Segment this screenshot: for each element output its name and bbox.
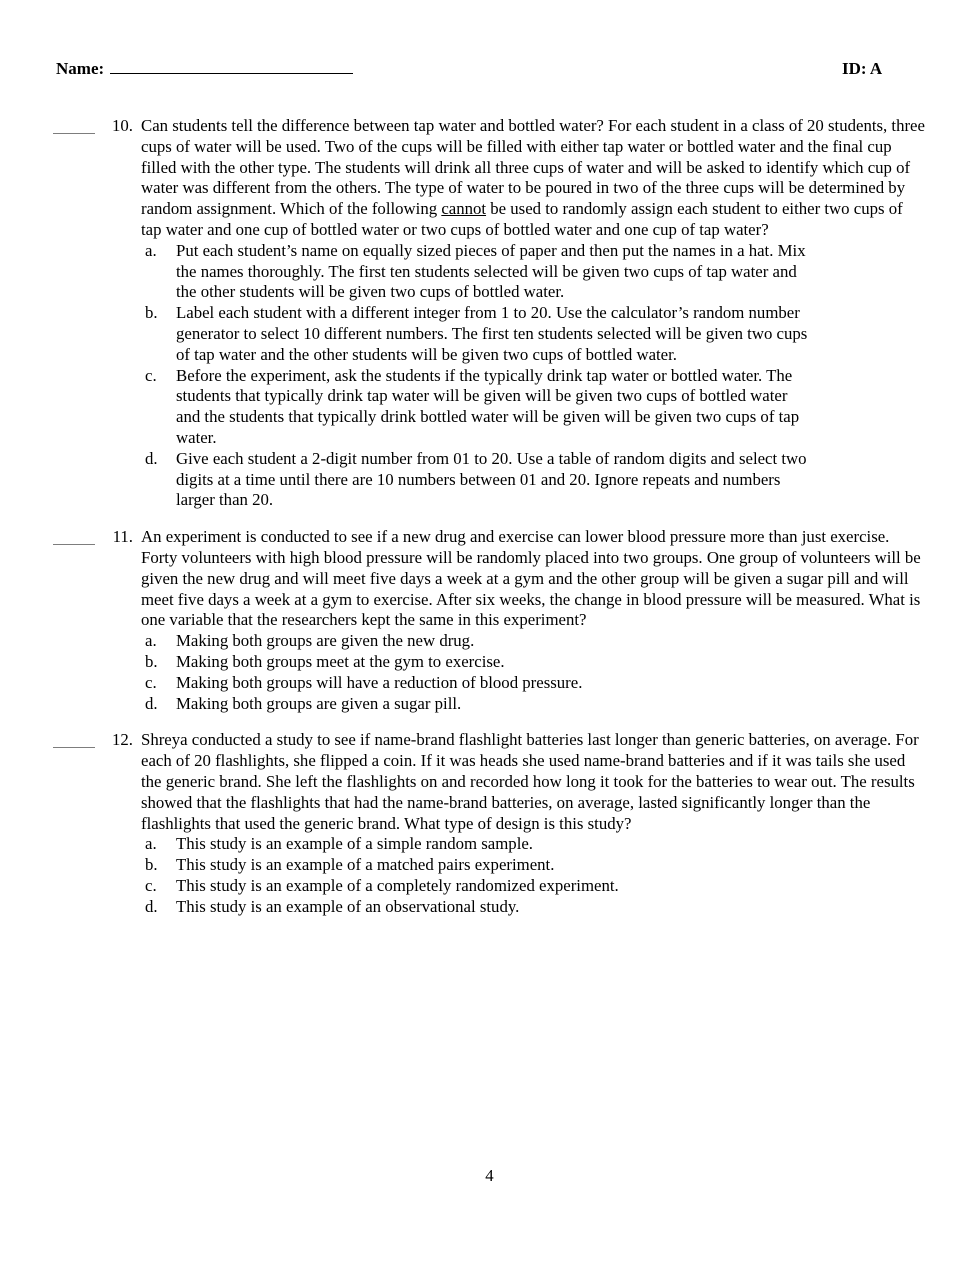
answer-blank bbox=[53, 527, 95, 545]
choice-letter: d. bbox=[145, 448, 158, 468]
choice-letter: d. bbox=[145, 896, 158, 916]
choice-letter: b. bbox=[145, 651, 158, 671]
stem-underlined-word: cannot bbox=[441, 199, 487, 219]
choices-list bbox=[141, 241, 926, 511]
question-10 bbox=[53, 116, 979, 511]
answer-blank bbox=[53, 116, 95, 134]
question-11 bbox=[53, 527, 979, 714]
choice-b bbox=[141, 303, 926, 365]
choice-text: This study is an example of a simple random sample. bbox=[176, 834, 533, 854]
choice-text: Making both groups are given a sugar pill. bbox=[176, 693, 462, 713]
choice-letter: b. bbox=[145, 855, 158, 875]
choice-a bbox=[141, 631, 926, 652]
choice-text: Label each student with a different integer from 1 to 20. Use the calculator’s random number generator to select 10 different numbers. The first ten students selected will be given two cups of tap water and the other students will be given two cups of bottled water. bbox=[176, 303, 808, 364]
choice-letter: a. bbox=[145, 240, 157, 260]
choice-text: Give each student a 2-digit number from 01 to 20. Use a table of random digits and select two digits at a time until there are 10 numbers between 01 and 20. Ignore repeats and numbers larger than 20. bbox=[176, 448, 807, 510]
choice-text: Making both groups are given the new drug. bbox=[176, 631, 475, 651]
choice-c bbox=[141, 876, 926, 897]
exam-id-label: ID: A bbox=[842, 59, 883, 78]
stem-text: Shreya conducted a study to see if name-brand flashlight batteries last longer than generic batteries, on average. For each of 20 flashlights, she flipped a coin. If it was heads she used name-brand batteries and if it was tails she used the generic brand. She left the flashlights on and recorded how long it took for the batteries to wear out. The results showed that the flashlights that had the name-brand batteries, on average, lasted significantly longer than the flashlights that used the generic brand. What type of design is this study? bbox=[141, 730, 919, 833]
choice-text: Making both groups will have a reduction of blood pressure. bbox=[176, 672, 583, 692]
page-number: 4 bbox=[485, 1166, 494, 1185]
choice-letter: a. bbox=[145, 834, 157, 854]
choice-d bbox=[141, 449, 926, 511]
choices-list bbox=[141, 631, 926, 714]
choice-c bbox=[141, 366, 926, 449]
question-body bbox=[141, 527, 926, 714]
stem-text: be used to randomly assign each student to either two cups of tap water and one cup of bottled water or two cups of bottled water and one cup of tap water? bbox=[141, 199, 903, 239]
answer-blank bbox=[53, 730, 95, 748]
choice-letter: b. bbox=[145, 303, 158, 323]
choice-text: Before the experiment, ask the students if the typically drink tap water or bottled water. The students that typically drink tap water will be given will be given two cups of bottled water and the students that typically drink bottled water will be given will be given two cups of tap water. bbox=[176, 365, 800, 447]
choice-letter: c. bbox=[145, 672, 157, 692]
question-body bbox=[141, 116, 926, 511]
question-stem bbox=[141, 116, 926, 241]
choice-text: This study is an example of an observational study. bbox=[176, 896, 520, 916]
choice-b bbox=[141, 855, 926, 876]
question-number: 10. bbox=[112, 116, 133, 135]
question-body bbox=[141, 730, 926, 917]
choice-b bbox=[141, 652, 926, 673]
question-12 bbox=[53, 730, 979, 917]
choice-text: This study is an example of a matched pairs experiment. bbox=[176, 855, 555, 875]
choice-letter: c. bbox=[145, 365, 157, 385]
name-field-row bbox=[56, 58, 353, 79]
question-stem bbox=[141, 730, 926, 834]
choice-d bbox=[141, 694, 926, 715]
question-number: 12. bbox=[112, 730, 133, 750]
choice-letter: c. bbox=[145, 875, 157, 895]
stem-text: An experiment is conducted to see if a new drug and exercise can lower blood pressure more than just exercise. Forty volunteers with high blood pressure will be randomly placed into two groups. One group of volunteers will be given the new drug and will meet five days a week at a gym and the other group will be given a sugar pill and will meet five days a week at a gym to exercise. After six weeks, the change in blood pressure will be measured. What is one variable that the researchers kept the same in this experiment? bbox=[141, 527, 921, 630]
choice-text: Put each student’s name on equally sized pieces of paper and then put the names in a hat. Mix the names thoroughly. The first ten students selected will be given two cups of tap water and the other students will be given two cups of bottled water. bbox=[176, 240, 806, 302]
name-blank-line bbox=[110, 58, 353, 74]
choices-list bbox=[141, 834, 926, 917]
questions-area bbox=[0, 116, 979, 933]
choice-text: This study is an example of a completely randomized experiment. bbox=[176, 875, 619, 895]
choice-c bbox=[141, 673, 926, 694]
choice-d bbox=[141, 897, 926, 918]
choice-letter: a. bbox=[145, 631, 157, 651]
choice-a bbox=[141, 834, 926, 855]
name-label: Name: bbox=[56, 59, 105, 78]
choice-a bbox=[141, 241, 926, 303]
choice-text: Making both groups meet at the gym to exercise. bbox=[176, 651, 505, 671]
stem-text: Can students tell the difference between tap water and bottled water? For each student in a class of 20 students, three cups of water will be used. Two of the cups will be filled with either tap water or bottled water and the final cup filled with the other type. The students will drink all three cups of water and will be asked to identify which cup of water was different from the others. The type of water to be poured in two of the three cups will be determined by random assignment. Which of the following bbox=[141, 116, 925, 219]
question-stem bbox=[141, 527, 926, 631]
question-number: 11. bbox=[112, 527, 133, 547]
choice-letter: d. bbox=[145, 693, 158, 713]
